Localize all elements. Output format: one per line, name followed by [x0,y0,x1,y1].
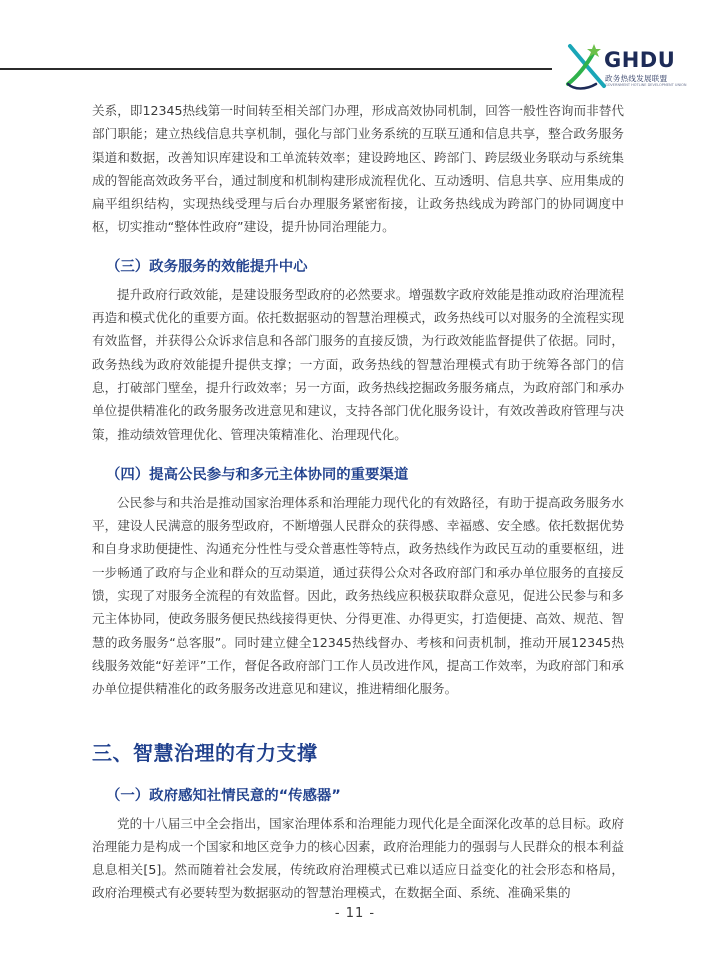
logo-mark-icon [564,40,608,92]
section4-heading: （四）提高公民参与和多元主体协同的重要渠道 [106,466,409,483]
logo-english: GOVERNMENT HOTLINE DEVELOPMENT UNION [605,83,687,87]
ghdu-logo [564,40,687,92]
header-rule [0,68,552,70]
chapter3-sub1-paragraph: 党的十八届三中全会指出，国家治理体系和治理能力现代化是全面深化改革的总目标。政府治理能力是构成一个国家和地区竞争力的核心因素，政府治理能力的强弱与人民群众的根本利益息息相关[5]。然而随着社会发展，传统政府治理模式已难以适应日益变化的社会形态和格局，政府治理模式有必要转型为数据驱动的智慧治理模式，在数据全面、系统、准确采集的 [92,815,624,901]
chapter3-heading: 三、智慧治理的有力支撑 [92,740,318,765]
logo-text: GHDU [604,48,676,72]
chapter3-sub1-heading: （一）政府感知社情民意的“传感器” [106,787,341,804]
page-number: - 11 - [334,906,376,921]
section3-heading: （三）政务服务的效能提升中心 [106,258,308,275]
intro-paragraph: 关系，即12345热线第一时间转至相关部门办理，形成高效协同机制，回答一般性咨询而非替代部门职能；建立热线信息共享机制，强化与部门业务系统的互联互通和信息共享，整合政务服务渠道和数据，改善知识库建设和工单流转效率；建设跨地区、跨部门、跨层级业务联动与系统集成的智能高效政务平台，通过制度和机制构建形成流程优化、互动透明、信息共享、应用集成的扁平组织结构，实现热线受理与后台办理服务紧密衔接，让政务热线成为跨部门的协同调度中枢，切实推动“整体性政府”建设，提升协同治理能力。 [92,103,624,235]
page-content [92,99,624,905]
section3-paragraph: 提升政府行政效能，是建设服务型政府的必然要求。增强数字政府效能是推动政府治理流程再造和模式优化的重要方面。依托数据驱动的智慧治理模式，政务热线可以对服务的全流程实现有效监督，并获得公众诉求信息和各部门服务的直接反馈，为行政效能监督提供了依据。同时，政务热线为政府效能提升提供支撑；一方面，政务热线的智慧治理模式有助于统筹各部门的信息，打破部门壁垒，提升行政效率；另一方面，政务热线挖掘政务服务痛点，为政府部门和承办单位提供精准化的政务服务改进意见和建议，支持各部门优化服务设计，有效改善政府管理与决策，推动绩效管理优化、管理决策精准化、治理现代化。 [92,286,624,442]
logo-subtitle: 政务热线发展联盟 [605,74,668,83]
section4-paragraph: 公民参与和共治是推动国家治理体系和治理能力现代化的有效路径，有助于提高政务服务水平，建设人民满意的服务型政府，不断增强人民群众的获得感、幸福感、安全感。依托数据优势和自身求助便捷性、沟通充分性性与受众普惠性等特点，政务热线作为政民互动的重要枢纽，进一步畅通了政府与企业和群众的互动渠道，通过获得公众对各政府部门和承办单位服务的直接反馈，实现了对服务全流程的有效监督。因此，政务热线应积极获取群众意见，促进公民参与和多元主体协同，使政务服务便民热线接得更快、分得更准、办得更实，打造便捷、高效、规范、智慧的政务服务“总客服”。同时建立健全12345热线督办、考核和问责机制，推动开展12345热线服务效能“好差评”工作，督促各政府部门工作人员改进作风，提高工作效率，为政府部门和承办单位提供精准化的政务服务改进意见和建议，推进精细化服务。 [92,494,624,697]
